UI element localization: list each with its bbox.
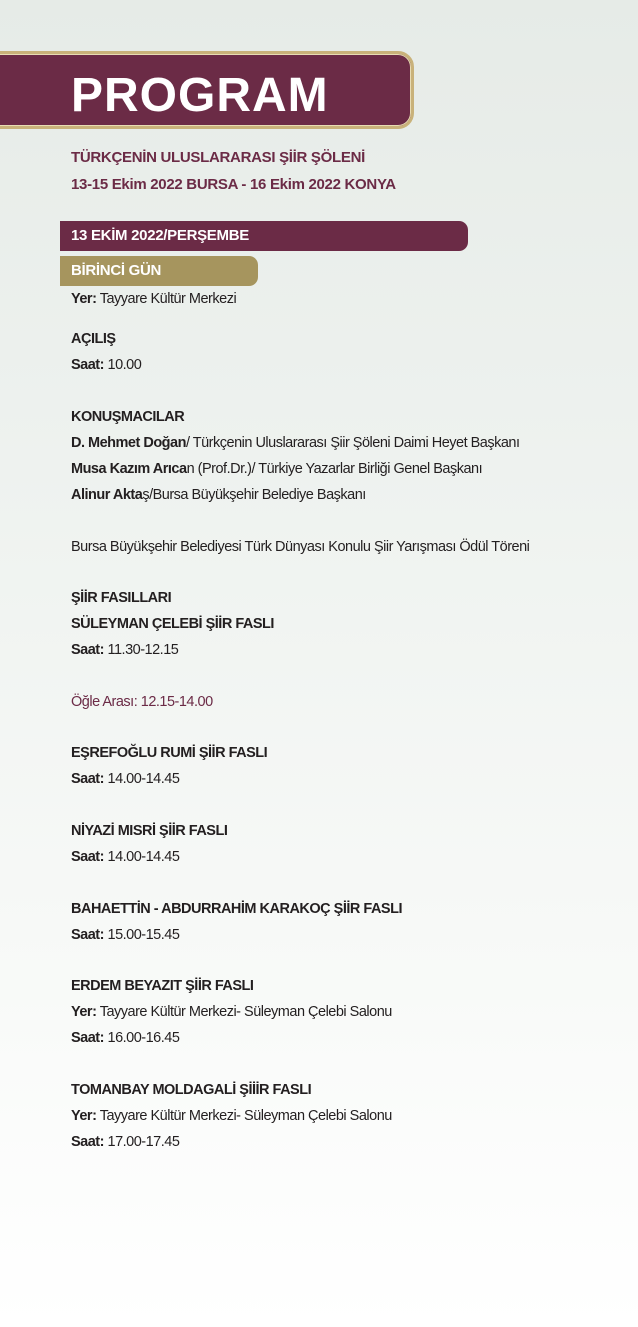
day-venue [71, 286, 236, 312]
venue-value: Tayyare Kültür Merkezi [99, 291, 237, 307]
opening-title: AÇILIŞ [71, 331, 116, 347]
ceremony-text: Bursa Büyükşehir Belediyesi Türk Dünyası Konulu Şiir Yarışması Ödül Töreni [71, 539, 530, 555]
speaker-role: / Türkçenin Uluslararası Şiir Şöleni Daimi Heyet Başkanı [185, 435, 520, 451]
page-title: PROGRAM [71, 69, 329, 122]
session-title: SÜLEYMAN ÇELEBİ ŞİİR FASLI [71, 616, 274, 632]
lunch-break: Öğle Arası: 12.15-14.00 [71, 694, 213, 710]
session-title: ERDEM BEYAZIT ŞİİR FASLI [71, 978, 254, 994]
session-title: TOMANBAY MOLDAGALİ ŞİİİR FASLI [71, 1082, 312, 1098]
venue-label: Yer: [71, 291, 97, 307]
sessions-title: ŞİİR FASILLARI [71, 590, 172, 606]
session-time [71, 766, 179, 792]
session-title: BAHAETTİN - ABDURRAHİM KARAKOÇ ŞİİR FASLI [71, 901, 402, 917]
time-label: Saat: [71, 1134, 104, 1150]
session-venue [71, 1103, 392, 1129]
time-value: 11.30-12.15 [107, 642, 179, 658]
venue-label: Yer: [71, 1004, 97, 1020]
event-dates: 13-15 Ekim 2022 BURSA - 16 Ekim 2022 KONYA [71, 176, 396, 193]
day-pill: BİRİNCİ GÜN [60, 256, 258, 286]
speaker-name: D. Mehmet Doğan [71, 435, 186, 451]
opening-time [71, 352, 141, 378]
date-pill: 13 EKİM 2022/PERŞEMBE [60, 221, 468, 251]
session-title: NİYAZİ MISRİ ŞİİR FASLI [71, 823, 228, 839]
time-value: 14.00-14.45 [107, 849, 180, 865]
time-label: Saat: [71, 849, 104, 865]
time-value: 10.00 [107, 357, 142, 373]
time-value: 15.00-15.45 [107, 927, 180, 943]
time-label: Saat: [71, 771, 104, 787]
time-label: Saat: [71, 642, 104, 658]
time-label: Saat: [71, 927, 104, 943]
speaker-name: Musa Kazım Arıca [71, 461, 187, 477]
venue-value: Tayyare Kültür Merkezi- Süleyman Çelebi Salonu [99, 1108, 392, 1124]
speakers-title: KONUŞMACILAR [71, 409, 185, 425]
session-title: EŞREFOĞLU RUMİ ŞİİR FASLI [71, 745, 268, 761]
venue-value: Tayyare Kültür Merkezi- Süleyman Çelebi Salonu [99, 1004, 392, 1020]
session-time [71, 637, 178, 663]
speaker-row [71, 430, 520, 456]
time-value: 16.00-16.45 [107, 1030, 180, 1046]
speaker-role: n (Prof.Dr.)/ Türkiye Yazarlar Birliği Genel Başkanı [186, 461, 483, 477]
time-label: Saat: [71, 1030, 104, 1046]
speaker-row [71, 456, 482, 482]
venue-label: Yer: [71, 1108, 97, 1124]
session-time [71, 1025, 179, 1051]
session-time [71, 922, 179, 948]
speaker-role: ş/Bursa Büyükşehir Belediye Başkanı [142, 487, 366, 503]
speaker-name: Alinur Akta [71, 487, 143, 503]
speaker-row [71, 482, 366, 508]
session-time [71, 1129, 179, 1155]
time-label: Saat: [71, 357, 104, 373]
time-value: 17.00-17.45 [107, 1134, 180, 1150]
time-value: 14.00-14.45 [107, 771, 180, 787]
session-venue [71, 999, 392, 1025]
event-name: TÜRKÇENİN ULUSLARARASI ŞİİR ŞÖLENİ [71, 149, 365, 166]
session-time [71, 844, 179, 870]
